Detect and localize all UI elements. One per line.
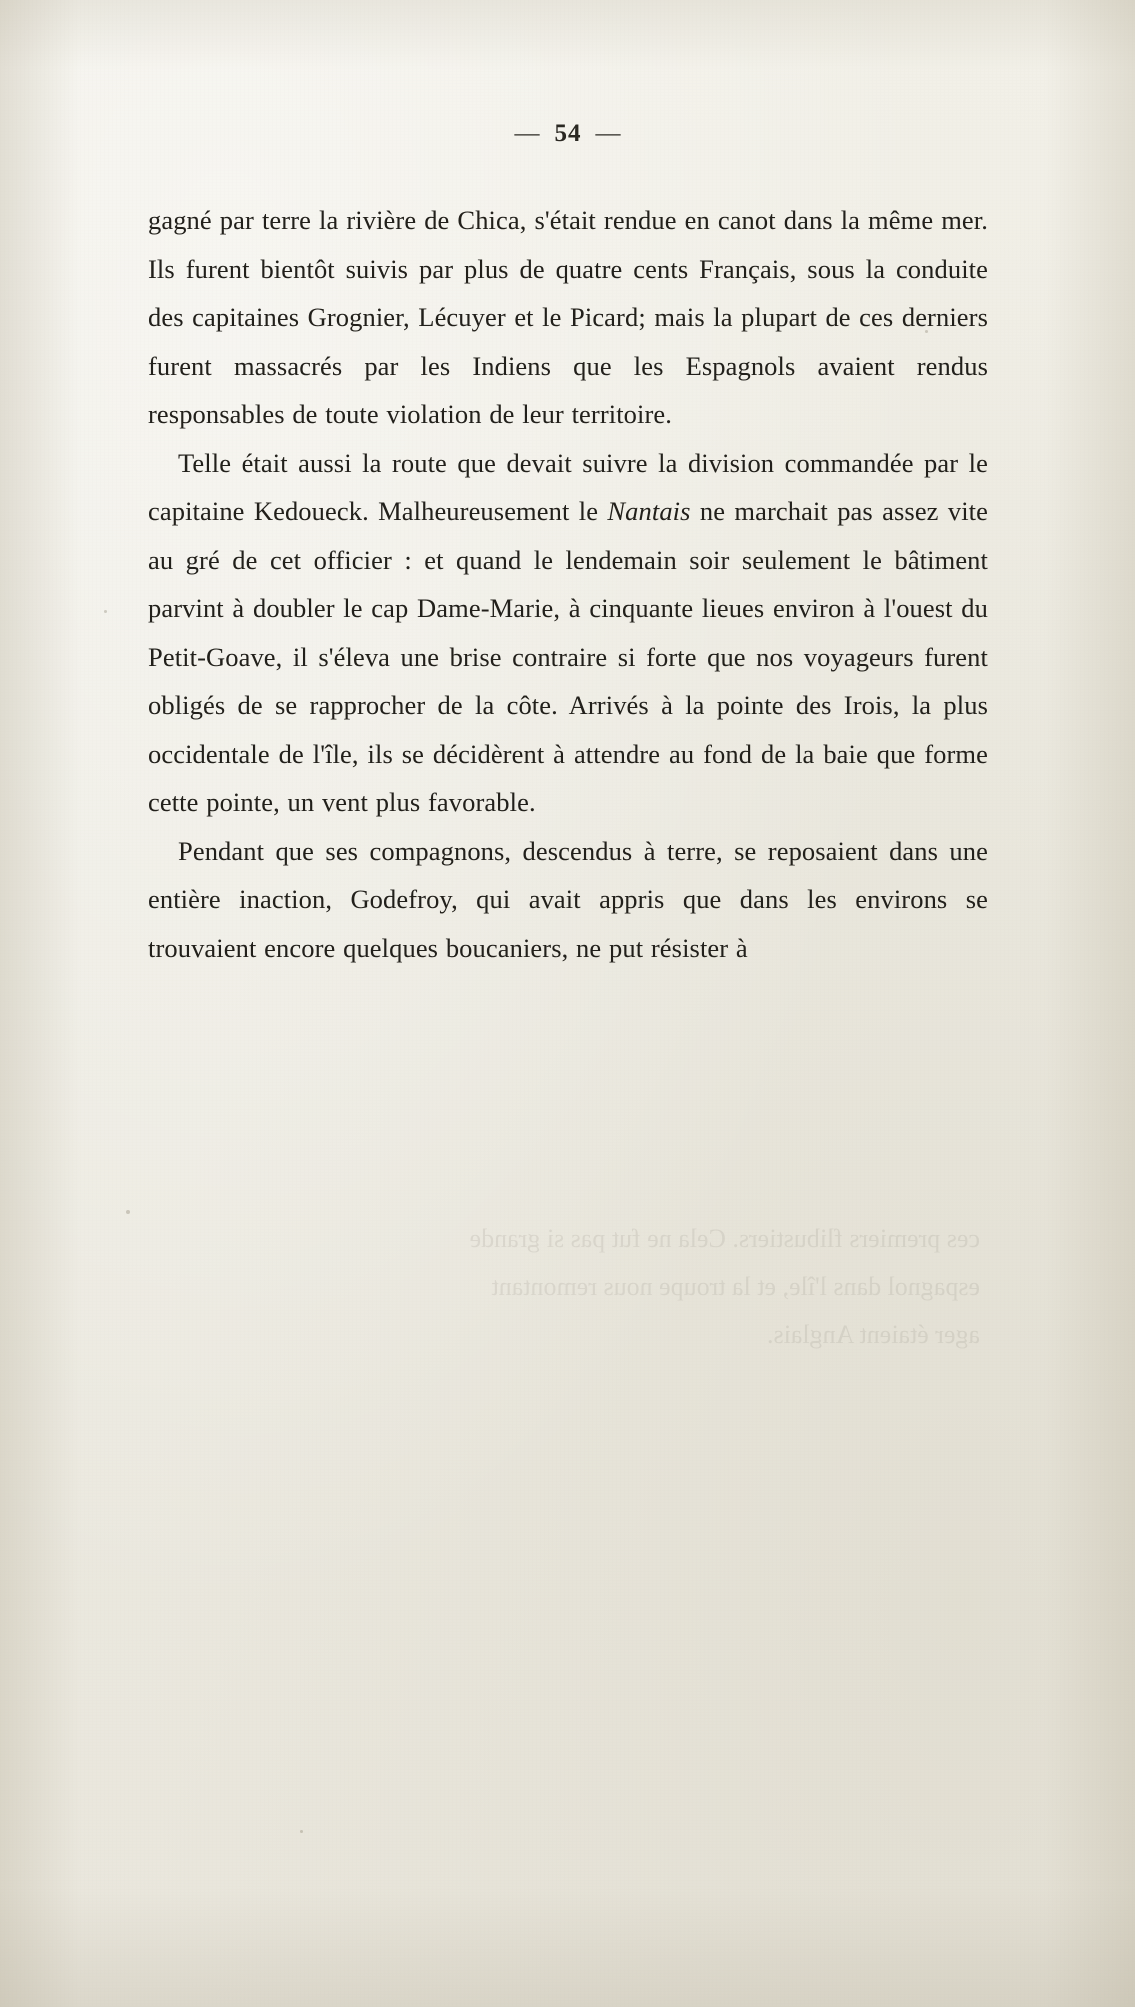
paper-speck	[126, 1210, 130, 1214]
paragraph-2	[148, 439, 988, 827]
text-column	[148, 120, 988, 972]
paragraph-1: gagné par terre la rivière de Chica, s'était rendue en canot dans la même mer. Ils furent bientôt suivis par plus de quatre cents Français, sous la conduite des capitaines Grognier, Lécuyer et le Picard; mais la plupart de ces derniers furent massacrés par les Indiens que les Espagnols avaient rendus responsables de toute violation de leur territoire.	[148, 205, 988, 429]
showthrough-line-3: ager étaient Anglais.	[767, 1320, 980, 1349]
paragraph-3: Pendant que ses compagnons, descendus à terre, se reposaient dans une entière inaction, Godefroy, qui avait appris que dans les environs se trouvaient encore quelques boucaniers, ne put résister à	[148, 835, 988, 963]
paper-speck	[300, 1830, 303, 1833]
folio-dash-right: —	[595, 120, 622, 147]
page-edge-shadow-bottom	[0, 1887, 1135, 2007]
page-edge-shadow-top	[0, 0, 1135, 70]
paragraph-2-part-1: Telle était aussi la route que devait suivre la division commandée par le capitaine Kedoueck. Malheureusement le	[148, 447, 988, 526]
page-edge-shadow-right	[1045, 0, 1135, 2007]
folio-dash-left: —	[514, 120, 541, 147]
folio-number: 54	[554, 120, 582, 147]
page-number-header	[148, 120, 988, 148]
verso-showthrough	[170, 1215, 980, 1359]
showthrough-line-1: ces premiers flibustiers. Cela ne fut pas si grande	[469, 1224, 980, 1253]
page-edge-shadow-left	[0, 0, 80, 2007]
paper-speck	[104, 610, 107, 613]
showthrough-line-2: espagnol dans l'île, et la troupe nous remontant	[491, 1272, 980, 1301]
ship-name-nantais: Nantais	[607, 496, 691, 526]
paragraph-2-part-2: ne marchait pas assez vite au gré de cet officier : et quand le lendemain soir seulement le bâtiment parvint à doubler le cap Dame-Marie, à cinquante lieues environ à l'ouest du Petit-Goave, il s'éleva une brise contraire si forte que nos voyageurs furent obligés de se rapprocher de la côte. Arrivés à la pointe des Irois, la plus occidentale de l'île, ils se décidèrent à attendre au fond de la baie que forme cette pointe, un vent plus favorable.	[148, 496, 988, 817]
